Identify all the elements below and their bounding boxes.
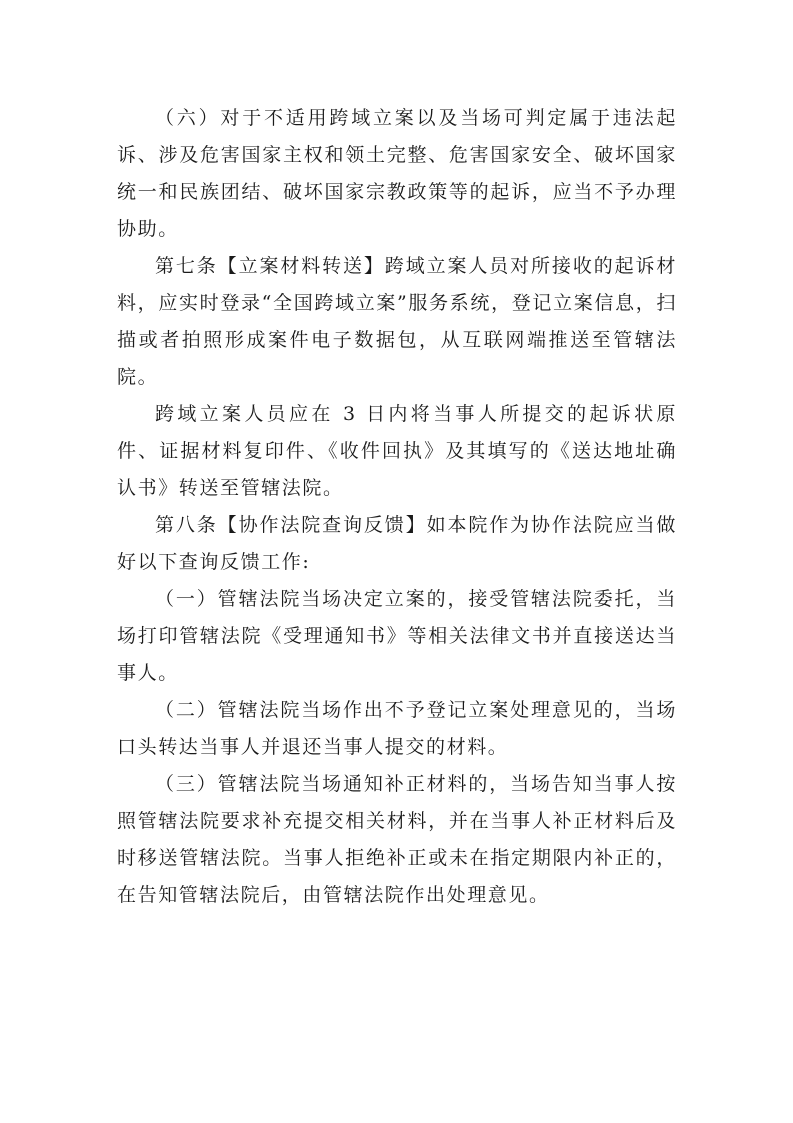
paragraph-item-2-filing-rejected: （二）管辖法院当场作出不予登记立案处理意见的，当场口头转达当事人并退还当事人提交的材料。 [117,699,677,758]
paragraph-item-3-supplement-materials: （三）管辖法院当场通知补正材料的，当场告知当事人按照管辖法院要求补充提交相关材料，并在当事人补正材料后及时移送管辖法院。当事人拒绝补正或未在指定期限内补正的，在告知管辖法院后，由管辖法院作出处理意见。 [117,773,677,906]
paragraph-item-1-filing-accepted: （一）管辖法院当场决定立案的，接受管辖法院委托，当场打印管辖法院《受理通知书》等相关法律文书并直接送达当事人。 [117,588,677,684]
paragraph-transfer-originals: 跨域立案人员应在 3 日内将当事人所提交的起诉状原件、证据材料复印件、《收件回执》及其填写的《送达地址确认书》转送至管辖法院。 [117,403,677,499]
paragraph-item-6-not-applicable: （六）对于不适用跨域立案以及当场可判定属于违法起诉、涉及危害国家主权和领土完整、危害国家安全、破坏国家统一和民族团结、破坏国家宗教政策等的起诉，应当不予办理协助。 [117,107,677,240]
paragraph-article-7: 第七条【立案材料转送】跨域立案人员对所接收的起诉材料，应实时登录“全国跨域立案”服务系统，登记立案信息，扫描或者拍照形成案件电子数据包，从互联网端推送至管辖法院。 [117,255,677,388]
document-body [117,100,677,914]
paragraph-article-8: 第八条【协作法院查询反馈】如本院作为协作法院应当做好以下查询反馈工作: [117,514,677,573]
